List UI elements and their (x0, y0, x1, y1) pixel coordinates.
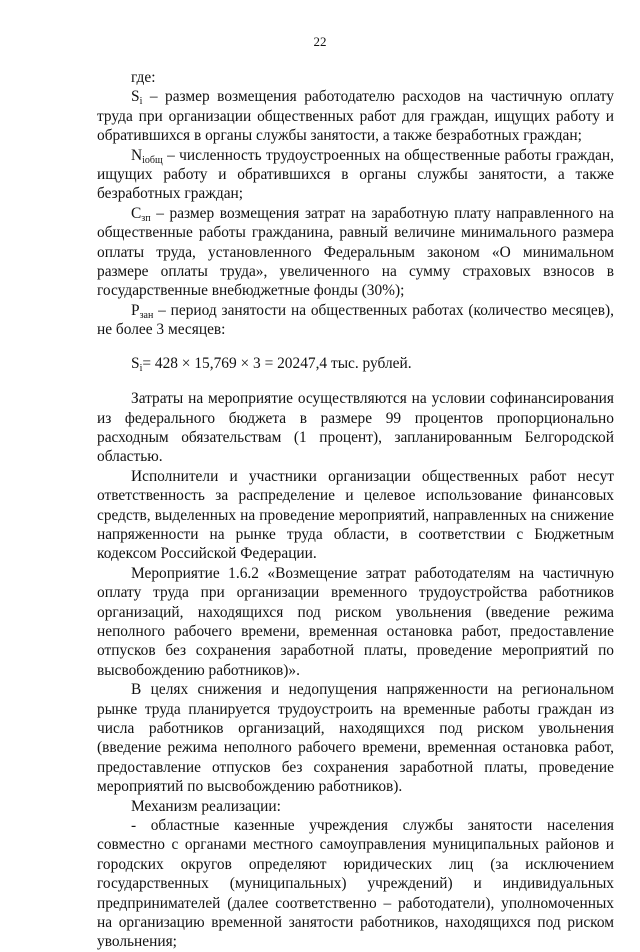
definition-subscript: зп (141, 212, 151, 224)
definition-s-i (97, 87, 614, 145)
formula-subscript: i (139, 362, 143, 374)
paragraph-cofinancing: Затраты на мероприятие осуществляются на условии софинансирования из федерального бюджета в размере 99 процентов пропорционально расходным обязательствам (1 процент), запланированным Белгородской областью. (97, 390, 614, 466)
page-number: 22 (313, 34, 327, 49)
definition-p-zan (97, 301, 614, 340)
definition-text: – период занятости на общественных работах (количество месяцев), не более 3 месяцев: (97, 301, 614, 339)
definition-text: – размер возмещения затрат на заработную плату направленного на общественные работы гражданина, равный величине минимального размера оплаты труда, установленного Федеральным законом «О минимальном размере оплаты труда», увеличенного на сумму страховых взносов в государственные внебюджетные фонды (30%); (97, 204, 614, 300)
definition-symbol: S (131, 88, 140, 106)
formula-symbol: S (131, 354, 140, 372)
intro-text: где: (131, 69, 156, 86)
paragraph-mechanism-item: - областные казенные учреждения службы занятости населения совместно с органами местного самоуправления муниципальных районов и городских округов определяют юридических лиц (за исключением государственных (муниципальных) учреждений) и индивидуальных предпринимателей (далее соответственно – работодатели), уполномоченных на организацию временной занятости работников, находящихся под риском увольнения; (97, 817, 614, 951)
definition-subscript: iобщ (142, 154, 163, 166)
definition-symbol: Р (131, 301, 140, 319)
definition-symbol: N (131, 146, 143, 164)
paragraph-goals: В целях снижения и недопущения напряженности на региональном рынке труда планируется трудоустроить на временные работы граждан из числа работников организаций, находящихся под риском увольнения (введение режима неполного рабочего времени, временная остановка работ, предоставление отпусков без сохранения заработной платы, проведение мероприятий по высвобождению работников). (97, 681, 614, 796)
document-body (97, 68, 614, 952)
definition-n-iobsh (97, 146, 614, 204)
paragraph-measure-1-6-2: Мероприятие 1.6.2 «Возмещение затрат работодателям на частичную оплату труда при организации временного трудоустройства работников организаций, находящихся под риском увольнения (введение режима неполного рабочего времени, временная остановка работ, предоставление отпусков без сохранения заработной платы, проведение мероприятий по высвобождению работников)». (97, 564, 614, 679)
paragraph-mechanism-heading: Механизм реализации: (131, 797, 281, 815)
formula-text: = 428 × 15,769 × 3 = 20247,4 тыс. рублей. (142, 354, 412, 372)
definition-symbol: С (131, 204, 142, 222)
definition-subscript: i (139, 96, 143, 108)
definition-subscript: зан (139, 309, 154, 321)
definition-c-zp (97, 204, 614, 301)
definition-text: – размер возмещения работодателю расходов на частичную оплату труда при организации общественных работ для граждан, ищущих работу и обратившихся в органы службы занятости, а также безработных граждан; (97, 88, 614, 145)
formula (97, 354, 614, 373)
paragraph-responsibility: Исполнители и участники организации общественных работ несут ответственность за распределение и целевое использование финансовых средств, выделенных на проведение мероприятий, направленных на снижение напряженности на рынке труда области, в соответствии с Бюджетным кодексом Российской Федерации. (97, 467, 614, 563)
definition-text: – численность трудоустроенных на общественные работы граждан, ищущих работу и обратившихся в органы службы занятости, а также безработных граждан; (97, 146, 614, 203)
